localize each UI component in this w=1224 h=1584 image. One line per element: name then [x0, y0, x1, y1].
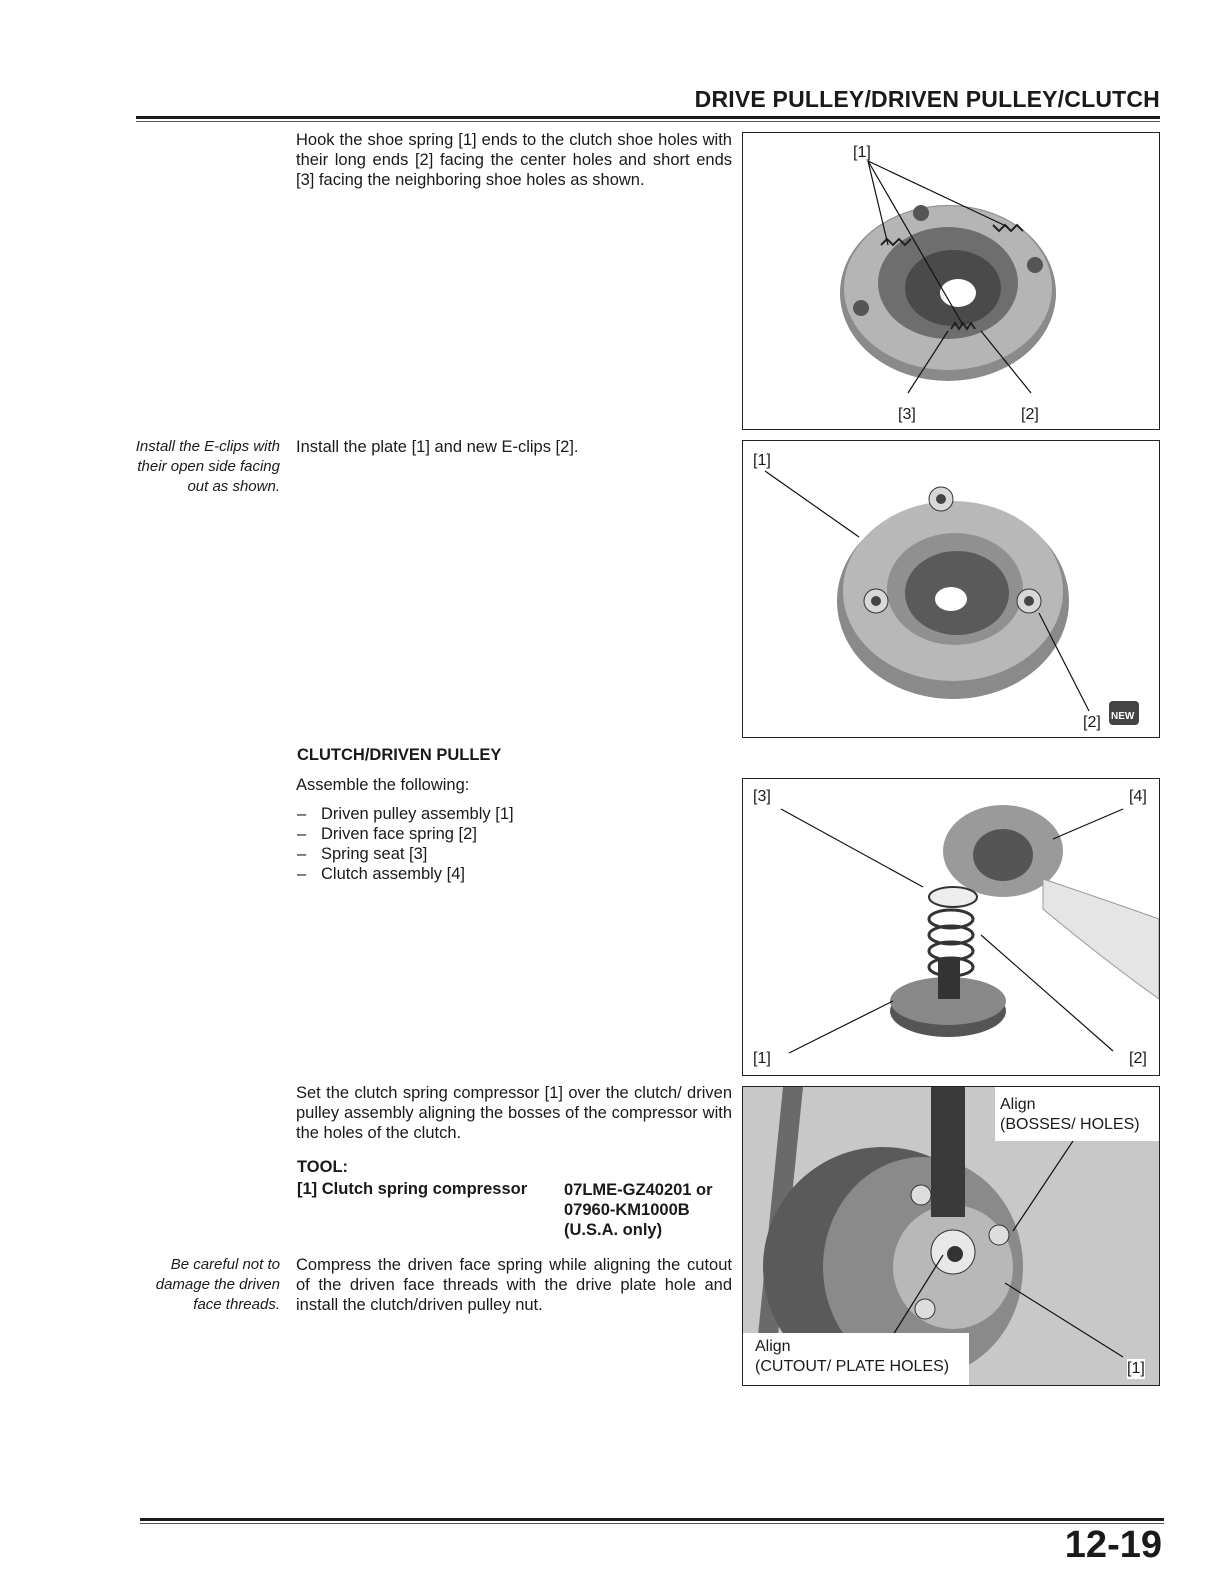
clutch-driven-heading: CLUTCH/DRIVEN PULLEY: [297, 746, 502, 764]
tool-number-3: (U.S.A. only): [564, 1221, 663, 1239]
callout-2: [2]: [1021, 406, 1039, 423]
header-rule: [136, 116, 1160, 119]
callout-1: [1]: [753, 1050, 771, 1067]
new-badge: NEW: [1111, 711, 1135, 722]
tool-name: [1] Clutch spring compressor: [297, 1180, 528, 1198]
callout-1: [1]: [853, 144, 871, 161]
tool-number-2: 07960-KM1000B: [564, 1201, 690, 1219]
figure-spring-compressor: [742, 1086, 1160, 1386]
callout-1: [1]: [753, 452, 771, 469]
list-item: – Driven pulley assembly [1]: [297, 805, 514, 823]
assemble-intro: Assemble the following:: [296, 776, 470, 794]
tool-label: TOOL:: [297, 1158, 349, 1176]
footer-rule-thin: [140, 1523, 1164, 1524]
callout-3: [3]: [753, 788, 771, 805]
page-number: 12-19: [1064, 1524, 1162, 1566]
callout-align-bosses: Align (BOSSES/ HOLES): [1000, 1096, 1140, 1133]
figure-plate-eclips: [742, 440, 1160, 738]
page-title: DRIVE PULLEY/DRIVEN PULLEY/CLUTCH: [694, 86, 1160, 112]
clutch-shoe-illustration: [743, 133, 1159, 429]
assembly-illustration: [743, 779, 1159, 1075]
tool-numbers: [564, 1180, 713, 1240]
clutch-plate-illustration: [743, 441, 1159, 737]
list-item: – Driven face spring [2]: [297, 825, 477, 843]
assembly-parts-list: [297, 804, 514, 884]
callout-2: [2]: [1129, 1050, 1147, 1067]
list-item: – Spring seat [3]: [297, 845, 428, 863]
eclip-side-note: Install the E-clips with their open side facing out as shown.: [135, 438, 280, 495]
callout-2: [2]: [1083, 714, 1101, 731]
figure-clutch-assembly: [742, 778, 1160, 1076]
eclip-instruction: Install the plate [1] and new E-clips [2].: [296, 438, 579, 456]
shoe-spring-instruction: Hook the shoe spring [1] ends to the clutch shoe holes with their long ends [2] facing the center holes and short ends [3] facing the neighboring shoe holes as shown.: [296, 131, 732, 189]
tool-number-1: 07LME-GZ40201 or: [564, 1181, 713, 1199]
callout-4: [4]: [1129, 788, 1147, 805]
compressor-instruction: Set the clutch spring compressor [1] over the clutch/ driven pulley assembly aligning the bosses of the compressor with the holes of the clutch.: [296, 1084, 732, 1142]
figure-clutch-shoe-springs: [742, 132, 1160, 430]
compress-side-note: Be careful not to damage the driven face threads.: [155, 1256, 280, 1313]
callout-3: [3]: [898, 406, 916, 423]
footer-rule: [140, 1518, 1164, 1521]
compress-instruction: Compress the driven face spring while aligning the cutout of the driven face threads with the drive plate hole and install the clutch/driven pulley nut.: [296, 1256, 732, 1314]
callout-1: [1]: [1127, 1360, 1145, 1377]
header-rule-thin: [136, 121, 1160, 122]
list-item: – Clutch assembly [4]: [297, 865, 465, 883]
callout-align-cutout: Align (CUTOUT/ PLATE HOLES): [755, 1338, 950, 1375]
